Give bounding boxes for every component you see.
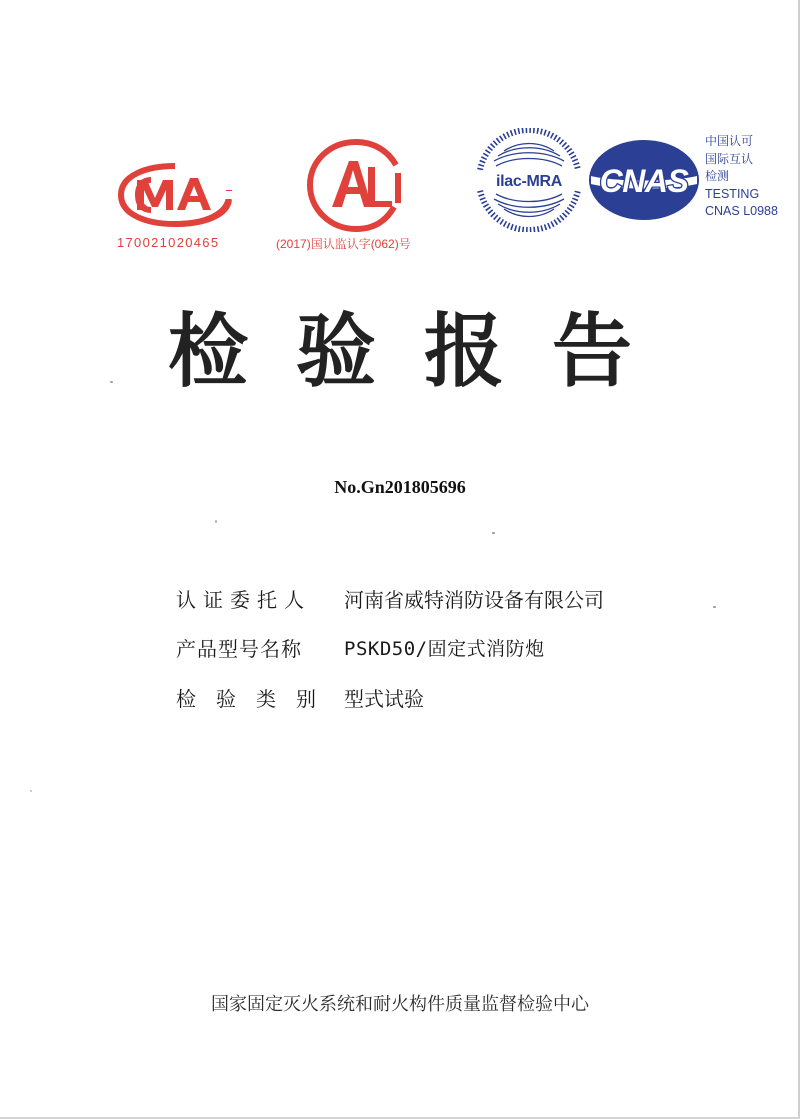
scan-speck — [30, 790, 32, 792]
cal-logo — [302, 137, 410, 234]
svg-text:ilac-MRA: ilac-MRA — [495, 173, 563, 190]
cnas-logo — [585, 136, 703, 224]
field-label: 认证委托人 — [176, 588, 311, 612]
cnas-line: 中国认可 — [705, 134, 754, 148]
field-label: 检验类别 — [176, 687, 336, 711]
svg-text:CNAS: CNAS — [599, 163, 689, 199]
ilac-mra-logo — [474, 128, 584, 232]
field-row-test-type — [176, 685, 736, 715]
cnas-line: 国际互认 — [705, 151, 754, 166]
cnas-line: 检测 — [705, 169, 730, 183]
scan-speck — [110, 381, 113, 383]
scan-speck — [215, 520, 217, 523]
field-row-product — [176, 635, 736, 665]
cma-logo — [115, 160, 235, 230]
cnas-accreditation-number: CNAS L0988 — [705, 204, 778, 218]
cma-certificate-number: 170021020465 — [117, 235, 220, 250]
cnas-line: TESTING — [705, 186, 760, 201]
scan-speck — [492, 532, 495, 534]
cnas-accreditation-text — [705, 133, 778, 221]
cal-approval-text: (2017)国认监认字(062)号 — [276, 237, 411, 251]
field-value: 河南省威特消防设备有限公司 — [344, 588, 604, 612]
report-title: 检验报告 — [168, 305, 680, 398]
report-number: No.Gn201805696 — [334, 477, 466, 497]
issuing-organization: 国家固定灭火系统和耐火构件质量监督检验中心 — [211, 994, 589, 1015]
field-row-client — [176, 586, 736, 616]
field-label: 产品型号名称 — [176, 637, 302, 661]
field-value: PSKD50/固定式消防炮 — [344, 638, 545, 660]
scan-speck — [713, 606, 716, 608]
field-value: 型式试验 — [344, 687, 424, 711]
